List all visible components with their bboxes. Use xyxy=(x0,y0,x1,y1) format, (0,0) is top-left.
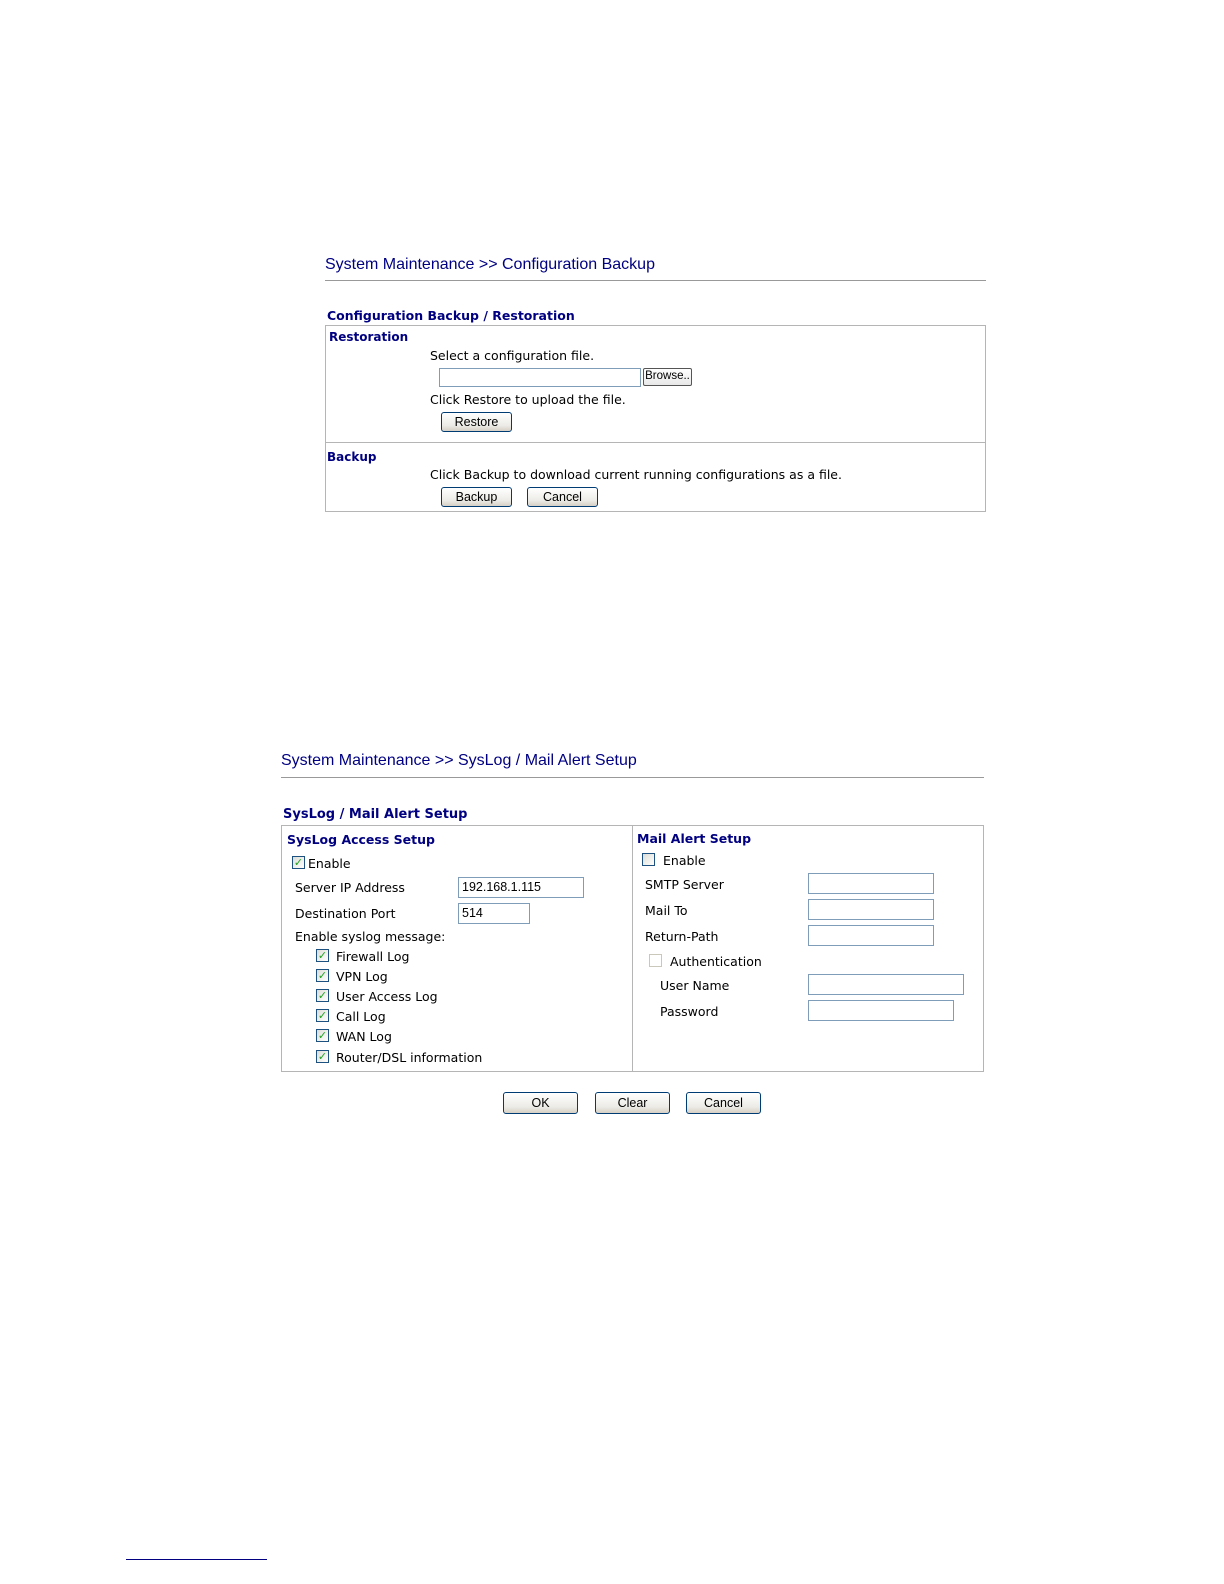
user-name-input[interactable] xyxy=(808,974,964,995)
syslog-mail-panel xyxy=(281,825,984,1072)
column-divider xyxy=(632,826,633,1071)
call-log-label: Call Log xyxy=(336,1009,386,1024)
router-dsl-info-checkbox[interactable]: ✓ xyxy=(317,1050,328,1063)
restoration-heading: Restoration xyxy=(329,330,409,344)
restore-hint-text: Click Restore to upload the file. xyxy=(430,392,626,407)
backup-title-divider xyxy=(325,280,986,281)
backup-restore-panel xyxy=(325,325,986,512)
destination-port-input[interactable]: 514 xyxy=(458,903,530,924)
backup-button[interactable]: Backup xyxy=(441,487,512,507)
firewall-log-label: Firewall Log xyxy=(336,949,410,964)
syslog-enable-checkbox[interactable]: ✓ xyxy=(293,856,304,869)
user-name-label: User Name xyxy=(660,978,730,993)
server-ip-input[interactable]: 192.168.1.115 xyxy=(458,877,584,898)
password-input[interactable] xyxy=(808,1000,954,1021)
ok-button[interactable]: OK xyxy=(503,1092,578,1114)
return-path-label: Return-Path xyxy=(645,929,719,944)
syslog-title-divider xyxy=(281,777,984,778)
firewall-log-checkbox[interactable]: ✓ xyxy=(317,949,328,962)
syslog-page-title: System Maintenance >> SysLog / Mail Alert Setup xyxy=(281,752,637,769)
restore-backup-divider xyxy=(326,442,985,443)
syslog-messages-label: Enable syslog message: xyxy=(295,929,446,944)
backup-hint-text: Click Backup to download current running configurations as a file. xyxy=(430,467,842,482)
backup-heading: Backup xyxy=(327,450,377,464)
clear-button[interactable]: Clear xyxy=(595,1092,670,1114)
wan-log-label: WAN Log xyxy=(336,1029,392,1044)
return-path-input[interactable] xyxy=(808,925,934,946)
mail-to-label: Mail To xyxy=(645,903,688,918)
browse-button[interactable]: Browse.. xyxy=(643,368,692,386)
call-log-checkbox[interactable]: ✓ xyxy=(317,1009,328,1022)
backup-cancel-button[interactable]: Cancel xyxy=(527,487,598,507)
syslog-enable-label: Enable xyxy=(308,856,351,871)
wan-log-checkbox[interactable]: ✓ xyxy=(317,1029,328,1042)
backup-section-title: Configuration Backup / Restoration xyxy=(327,308,575,323)
user-access-log-checkbox[interactable]: ✓ xyxy=(317,989,328,1002)
smtp-server-input[interactable] xyxy=(808,873,934,894)
server-ip-label: Server IP Address xyxy=(295,880,405,895)
syslog-cancel-button[interactable]: Cancel xyxy=(686,1092,761,1114)
footer-divider xyxy=(126,1559,267,1560)
mail-to-input[interactable] xyxy=(808,899,934,920)
authentication-label: Authentication xyxy=(670,954,762,969)
backup-page-title: System Maintenance >> Configuration Backup xyxy=(325,256,655,273)
syslog-heading: SysLog Access Setup xyxy=(287,832,435,847)
mail-alert-heading: Mail Alert Setup xyxy=(637,831,752,846)
mail-enable-label: Enable xyxy=(663,853,706,868)
vpn-log-checkbox[interactable]: ✓ xyxy=(317,969,328,982)
mail-enable-checkbox[interactable] xyxy=(642,853,655,866)
select-file-text: Select a configuration file. xyxy=(430,348,595,363)
authentication-checkbox[interactable] xyxy=(649,954,662,967)
syslog-section-title: SysLog / Mail Alert Setup xyxy=(283,807,468,822)
password-label: Password xyxy=(660,1004,719,1019)
vpn-log-label: VPN Log xyxy=(336,969,388,984)
destination-port-label: Destination Port xyxy=(295,906,396,921)
restore-button[interactable]: Restore xyxy=(441,412,512,432)
router-dsl-info-label: Router/DSL information xyxy=(336,1050,483,1065)
config-file-input[interactable] xyxy=(439,368,641,387)
user-access-log-label: User Access Log xyxy=(336,989,438,1004)
smtp-server-label: SMTP Server xyxy=(645,877,724,892)
